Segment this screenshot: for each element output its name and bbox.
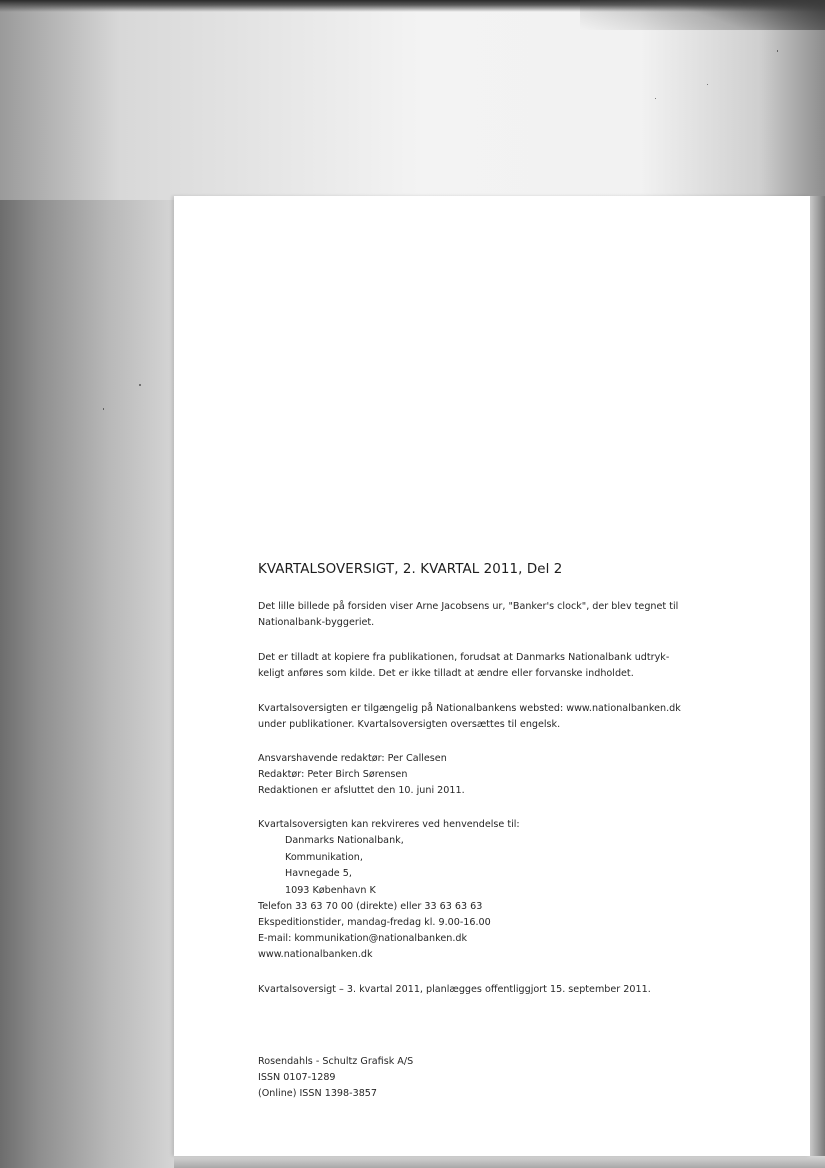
scan-speck (707, 84, 708, 85)
address-line-3: Havnegade 5, (285, 868, 352, 879)
scan-speck (139, 384, 141, 386)
copyright-line-1: Det er tilladt at kopiere fra publikationen, forudsat at Danmarks Nationalbank udtryk- (258, 652, 670, 663)
document-title: KVARTALSOVERSIGT, 2. KVARTAL 2011, Del 2 (258, 562, 563, 577)
phone-line: Telefon 33 63 70 00 (direkte) eller 33 63 63 63 (258, 901, 483, 912)
ordering-intro: Kvartalsoversigten kan rekvireres ved henvendelse til: (258, 819, 520, 830)
printer-name: Rosendahls - Schultz Grafisk A/S (258, 1056, 414, 1067)
underlying-sheet (0, 0, 825, 200)
scan-right-edge (810, 196, 825, 1168)
issn-print: ISSN 0107-1289 (258, 1072, 336, 1083)
address-line-4: 1093 København K (285, 885, 376, 896)
scan-top-corner-shadow (580, 0, 825, 30)
website-line: www.nationalbanken.dk (258, 949, 373, 960)
email-line: E-mail: kommunikation@nationalbanken.dk (258, 933, 468, 944)
scan-bottom-edge (174, 1156, 825, 1168)
scan-speck (103, 408, 104, 410)
address-line-1: Danmarks Nationalbank, (285, 835, 404, 846)
availability-line-2: under publikationer. Kvartalsoversigten oversættes til engelsk. (258, 719, 561, 730)
scan-speck (655, 98, 656, 99)
office-hours: Ekspeditionstider, mandag-fredag kl. 9.00-16.00 (258, 917, 491, 928)
editorial-deadline: Redaktionen er afsluttet den 10. juni 2011. (258, 785, 465, 796)
copyright-line-2: keligt anføres som kilde. Det er ikke tilladt at ændre eller forvanske indholdet. (258, 668, 634, 679)
issn-online: (Online) ISSN 1398-3857 (258, 1088, 378, 1099)
cover-note-line-1: Det lille billede på forsiden viser Arne Jacobsens ur, "Banker's clock", der blev tegnet til (258, 601, 679, 612)
responsible-editor: Ansvarshavende redaktør: Per Callesen (258, 753, 447, 764)
address-line-2: Kommunikation, (285, 852, 363, 863)
cover-note-line-2: Nationalbank-byggeriet. (258, 617, 375, 628)
availability-line-1: Kvartalsoversigten er tilgængelig på Nationalbankens websted: www.nationalbanken.dk (258, 703, 681, 714)
next-issue-note: Kvartalsoversigt – 3. kvartal 2011, planlægges offentliggjort 15. september 2011. (258, 984, 651, 995)
scan-speck (777, 50, 778, 52)
editor: Redaktør: Peter Birch Sørensen (258, 769, 408, 780)
